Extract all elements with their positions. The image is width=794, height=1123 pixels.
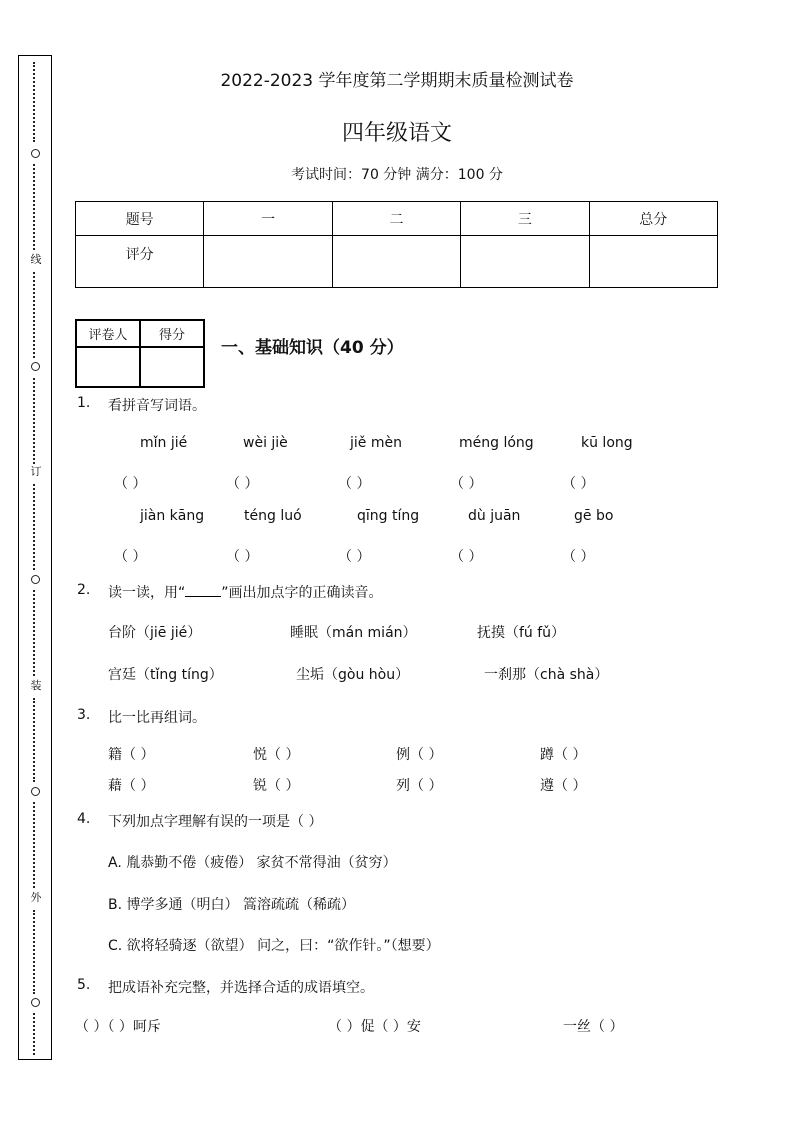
grader-header-cell: 评卷人: [76, 320, 140, 347]
word-group-item[interactable]: 籍（ ）: [108, 747, 155, 763]
margin-char-xian: 线: [30, 253, 42, 266]
pinyin-item: dù juān: [468, 508, 521, 524]
answer-blank[interactable]: （ ）: [114, 549, 147, 565]
grader-table: [75, 319, 205, 388]
exam-info: 考试时间：70 分钟 满分：100 分: [291, 167, 503, 183]
idiom-blank-item[interactable]: （ ）（ ）呵斥: [75, 1019, 161, 1035]
word-group-item[interactable]: 藉（ ）: [108, 778, 155, 794]
score-header-cell: 一: [204, 202, 332, 236]
question-prompt: 看拼音写词语。: [108, 398, 206, 414]
answer-blank[interactable]: （ ）: [226, 476, 259, 492]
prompt-part: ”画出加点字的正确读音。: [221, 585, 383, 601]
margin-dotted-line: [33, 698, 43, 782]
margin-circle-icon: [31, 787, 40, 796]
word-group-item[interactable]: 列（ ）: [396, 778, 443, 794]
question-number: 3.: [77, 707, 91, 723]
score-cell[interactable]: [204, 236, 332, 288]
answer-blank[interactable]: （ ）: [562, 476, 595, 492]
score-header-cell: 题号: [76, 202, 204, 236]
question-number: 2.: [77, 582, 91, 598]
score-cell[interactable]: [589, 236, 717, 288]
score-cell[interactable]: [332, 236, 460, 288]
underline-sample: [185, 584, 221, 597]
word-group-item[interactable]: 锐（ ）: [253, 778, 300, 794]
pinyin-item: mǐn jié: [140, 435, 188, 451]
pinyin-item: méng lóng: [459, 435, 534, 451]
margin-char-wai: 外: [30, 891, 42, 904]
word-group-item[interactable]: 蹲（ ）: [540, 747, 587, 763]
pinyin-item: gē bo: [574, 508, 614, 524]
question-number: 1.: [77, 395, 91, 411]
idiom-blank-item[interactable]: 一丝（ ）: [563, 1019, 624, 1035]
pinyin-item: kū long: [581, 435, 633, 451]
answer-blank[interactable]: （ ）: [338, 549, 371, 565]
margin-dotted-line: [33, 272, 43, 358]
margin-dotted-line: [33, 484, 43, 570]
reading-choice-item[interactable]: 台阶（jiē jié）: [108, 625, 202, 641]
option-a[interactable]: A. 胤恭勤不倦（疲倦） 家贫不常得油（贫穷）: [108, 855, 397, 871]
margin-char-zhuang: 装: [30, 679, 42, 692]
reading-choice-item[interactable]: 宫廷（tǐng tíng）: [108, 667, 223, 683]
pinyin-item: qīng tíng: [357, 508, 420, 524]
margin-dotted-line: [33, 1013, 43, 1055]
margin-dotted-line: [33, 910, 43, 994]
answer-blank[interactable]: （ ）: [338, 476, 371, 492]
word-group-item[interactable]: 遵（ ）: [540, 778, 587, 794]
question-number: 4.: [77, 811, 91, 827]
exam-title: 2022-2023 学年度第二学期期末质量检测试卷: [220, 71, 574, 91]
pinyin-item: jiàn kāng: [140, 508, 205, 524]
subject-title: 四年级语文: [341, 121, 452, 146]
option-c[interactable]: C. 欲将轻骑逐（欲望） 问之，曰：“欲作针。”（想要）: [108, 938, 440, 954]
section-title: 一、基础知识（40 分）: [221, 338, 404, 358]
answer-blank[interactable]: （ ）: [450, 549, 483, 565]
margin-char-ding: 订: [30, 465, 42, 478]
answer-blank[interactable]: （ ）: [114, 476, 147, 492]
idiom-blank-item[interactable]: （ ）促（ ）安: [328, 1019, 421, 1035]
score-cell[interactable]: [461, 236, 589, 288]
question-prompt: [108, 582, 383, 602]
question-prompt: 把成语补充完整，并选择合适的成语填空。: [108, 980, 374, 996]
option-b[interactable]: B. 博学多通（明白） 篙溶疏疏（稀疏）: [108, 897, 355, 913]
word-group-item[interactable]: 例（ ）: [396, 747, 443, 763]
score-header-cell: 二: [332, 202, 460, 236]
margin-dotted-line: [33, 802, 43, 888]
reading-choice-item[interactable]: 抚摸（fú fǔ）: [477, 625, 566, 641]
margin-circle-icon: [31, 149, 40, 158]
word-group-item[interactable]: 悦（ ）: [253, 747, 300, 763]
margin-dotted-line: [33, 378, 43, 464]
reading-choice-item[interactable]: 睡眠（mán mián）: [290, 625, 417, 641]
question-prompt: 比一比再组词。: [108, 710, 206, 726]
margin-circle-icon: [31, 362, 40, 371]
answer-blank[interactable]: （ ）: [450, 476, 483, 492]
answer-blank[interactable]: （ ）: [562, 549, 595, 565]
answer-blank[interactable]: （ ）: [226, 549, 259, 565]
pinyin-item: jiě mèn: [350, 435, 402, 451]
question-number: 5.: [77, 977, 91, 993]
score-header-cell: 总分: [589, 202, 717, 236]
score-header-cell: 三: [461, 202, 589, 236]
grader-header-cell: 得分: [140, 320, 204, 347]
pinyin-item: téng luó: [244, 508, 302, 524]
score-row-label: 评分: [76, 236, 204, 288]
question-prompt: 下列加点字理解有误的一项是（ ）: [108, 814, 323, 830]
prompt-part: 读一读，用“: [108, 585, 186, 601]
margin-circle-icon: [31, 998, 40, 1007]
margin-circle-icon: [31, 575, 40, 584]
pinyin-item: wèi jiè: [243, 435, 288, 451]
score-table: [75, 201, 718, 288]
grader-cell[interactable]: [140, 347, 204, 387]
reading-choice-item[interactable]: 尘垢（gòu hòu）: [296, 667, 410, 683]
grader-cell[interactable]: [76, 347, 140, 387]
margin-dotted-line: [33, 590, 43, 676]
reading-choice-item[interactable]: 一刹那（chà shà）: [484, 667, 609, 683]
